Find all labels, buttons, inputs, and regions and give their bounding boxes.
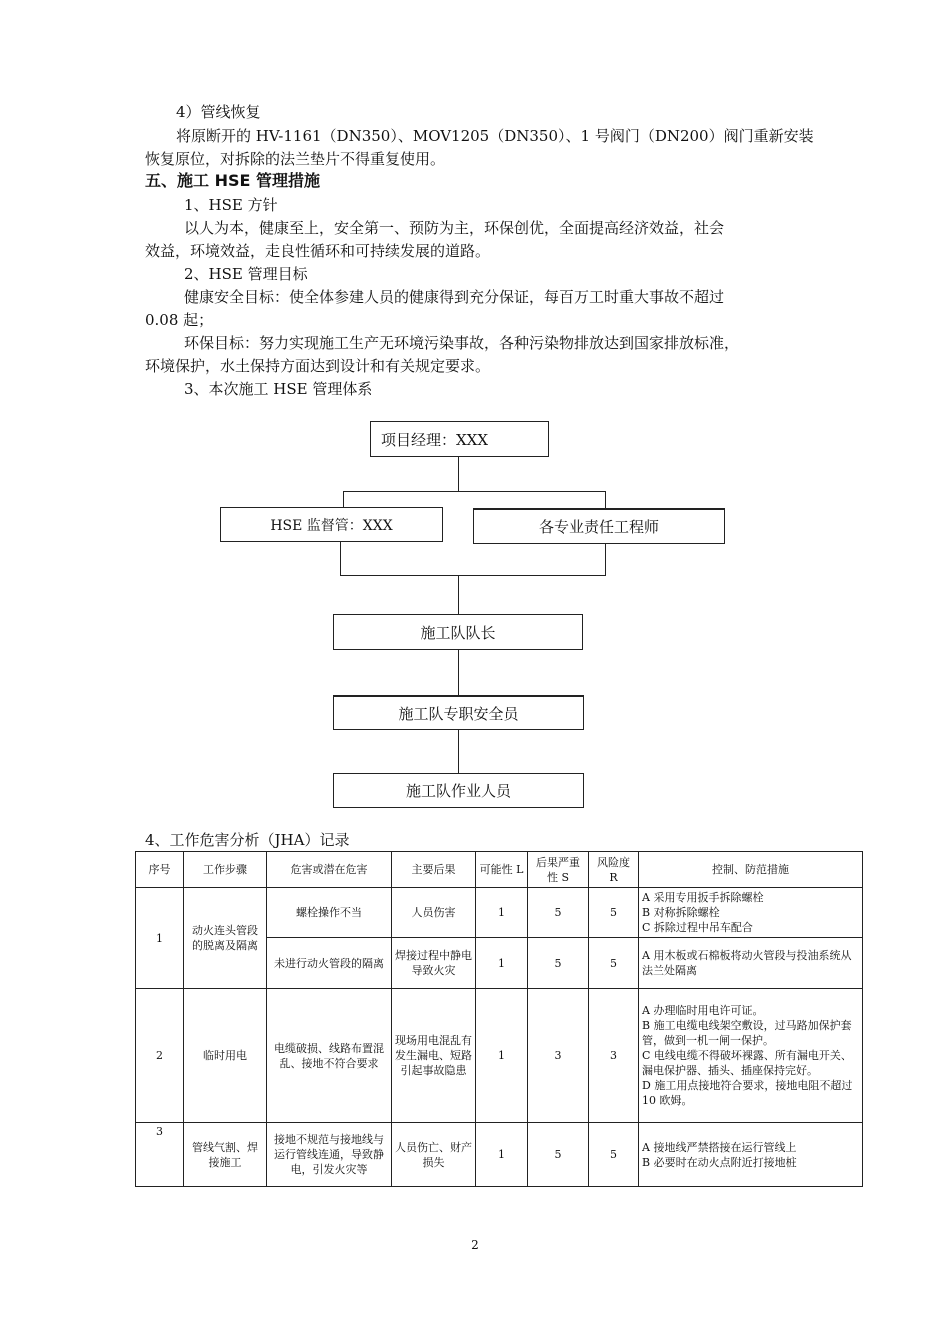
hse-policy-heading: 1、HSE 方针	[184, 196, 278, 214]
col-header-risk: 风险度 R	[589, 852, 639, 888]
cell-result: 现场用电混乱有发生漏电、短路引起事故隐患	[392, 989, 476, 1123]
section4-heading: 4）管线恢复	[176, 103, 261, 121]
col-header-likelihood: 可能性 L	[476, 852, 528, 888]
page-number: 2	[471, 1238, 479, 1252]
table-row	[136, 888, 863, 938]
cell-hazard: 未进行动火管段的隔离	[267, 938, 392, 989]
org-team-leader-label: 施工队队长	[420, 623, 496, 642]
connector	[458, 649, 459, 696]
cell-result: 人员伤害	[392, 888, 476, 938]
hse-policy-line2: 效益，环境效益，走良性循环和可持续发展的道路。	[145, 242, 491, 260]
cell-severity: 5	[528, 938, 589, 989]
control-line: A 接地线严禁搭接在运行管线上	[642, 1140, 797, 1154]
org-project-manager	[370, 421, 549, 457]
cell-result: 焊接过程中静电导致火灾	[392, 938, 476, 989]
cell-severity: 3	[528, 989, 589, 1123]
col-header-control: 控制、防范措施	[639, 852, 863, 888]
connector	[340, 541, 341, 576]
cell-risk: 5	[589, 938, 639, 989]
connector	[343, 491, 344, 508]
control-line: C 拆除过程中吊车配合	[642, 921, 753, 934]
connector	[458, 729, 459, 774]
col-header-step: 工作步骤	[184, 852, 267, 888]
cell-control	[639, 989, 863, 1123]
org-engineers-label: 各专业责任工程师	[538, 518, 659, 536]
control-line: B 必要时在动火点附近打接地桩	[642, 1155, 797, 1169]
cell-step: 临时用电	[184, 989, 267, 1123]
col-header-no: 序号	[136, 852, 184, 888]
cell-hazard: 螺栓操作不当	[267, 888, 392, 938]
health-goal-line2: 0.08 起；	[145, 311, 214, 329]
col-header-severity: 后果严重性 S	[528, 852, 589, 888]
cell-step: 管线气割、焊接施工	[184, 1123, 267, 1187]
env-goal-line1: 环保目标：努力实现施工生产无环境污染事故，各种污染物排放达到国家排放标准，	[184, 334, 740, 352]
cell-no: 1	[136, 888, 184, 989]
jha-heading: 4、工作危害分析（JHA）记录	[145, 831, 350, 849]
control-line: B 施工电缆电线架空敷设，过马路加保护套管，做到一机一闸一保护。	[642, 1019, 852, 1047]
health-goal-line1: 健康安全目标：使全体参建人员的健康得到充分保证，每百万工时重大事故不超过	[184, 288, 725, 306]
control-line: A 采用专用扳手拆除螺栓	[642, 891, 764, 904]
cell-risk: 5	[589, 888, 639, 938]
org-hse-supervisor	[220, 507, 443, 542]
hse-goal-heading: 2、HSE 管理目标	[184, 265, 308, 283]
cell-likelihood: 1	[476, 888, 528, 938]
cell-control	[639, 1123, 863, 1187]
cell-step: 动火连头管段的脱离及隔离	[184, 888, 267, 989]
section5-title: 五、施工 HSE 管理措施	[145, 171, 320, 190]
cell-risk: 5	[589, 1123, 639, 1187]
jha-header-row	[136, 852, 863, 888]
hse-system-heading: 3、本次施工 HSE 管理体系	[184, 380, 373, 398]
cell-hazard: 电缆破损、线路布置混乱、接地不符合要求	[267, 989, 392, 1123]
org-workers	[333, 773, 584, 808]
org-engineers	[473, 508, 725, 544]
hse-policy-line1: 以人为本，健康至上，安全第一、预防为主，环保创优，全面提高经济效益，社会	[184, 219, 725, 237]
col-header-hazard: 危害或潜在危害	[267, 852, 392, 888]
cell-result: 人员伤亡、财产损失	[392, 1123, 476, 1187]
cell-no: 2	[136, 989, 184, 1123]
control-line: C 电线电缆不得破坏裸露、所有漏电开关、漏电保护器、插头、插座保持完好。	[642, 1049, 852, 1077]
cell-risk: 3	[589, 989, 639, 1123]
cell-likelihood: 1	[476, 938, 528, 989]
org-project-manager-label: 项目经理：XXX	[381, 430, 489, 449]
control-line: B 对称拆除螺栓	[642, 906, 720, 919]
table-row	[136, 989, 863, 1123]
org-team-leader	[333, 614, 583, 650]
cell-severity: 5	[528, 888, 589, 938]
connector	[343, 491, 606, 492]
org-workers-label: 施工队作业人员	[405, 782, 511, 800]
section4-para-line2: 恢复原位，对拆除的法兰垫片不得重复使用。	[145, 150, 446, 168]
cell-likelihood: 1	[476, 989, 528, 1123]
cell-hazard: 接地不规范与接地线与运行管线连通，导致静电，引发火灾等	[267, 1123, 392, 1187]
connector	[605, 543, 606, 576]
control-line: A 办理临时用电许可证。	[642, 1004, 764, 1017]
connector	[605, 491, 606, 508]
col-header-result: 主要后果	[392, 852, 476, 888]
connector	[340, 575, 606, 576]
org-hse-supervisor-label: HSE 监督管：XXX	[270, 517, 393, 534]
section4-para-line1: 将原断开的 HV-1161（DN350）、MOV1205（DN350）、1 号阀门（DN200）阀门重新安装	[176, 127, 814, 145]
org-safety-officer	[333, 695, 584, 730]
env-goal-line2: 环境保护，水土保持方面达到设计和有关规定要求。	[145, 357, 491, 375]
cell-control	[639, 888, 863, 938]
cell-likelihood: 1	[476, 1123, 528, 1187]
jha-table	[135, 851, 863, 1187]
table-row	[136, 1123, 863, 1187]
control-line: D 施工用点接地符合要求，接地电阻不超过 10 欧姆。	[642, 1079, 853, 1107]
connector	[458, 456, 459, 491]
cell-control: A 用木板或石棉板将动火管段与投油系统从法兰处隔离	[639, 938, 863, 989]
cell-severity: 5	[528, 1123, 589, 1187]
connector	[458, 575, 459, 615]
org-safety-officer-label: 施工队专职安全员	[398, 704, 519, 723]
cell-no: 3	[136, 1123, 184, 1187]
